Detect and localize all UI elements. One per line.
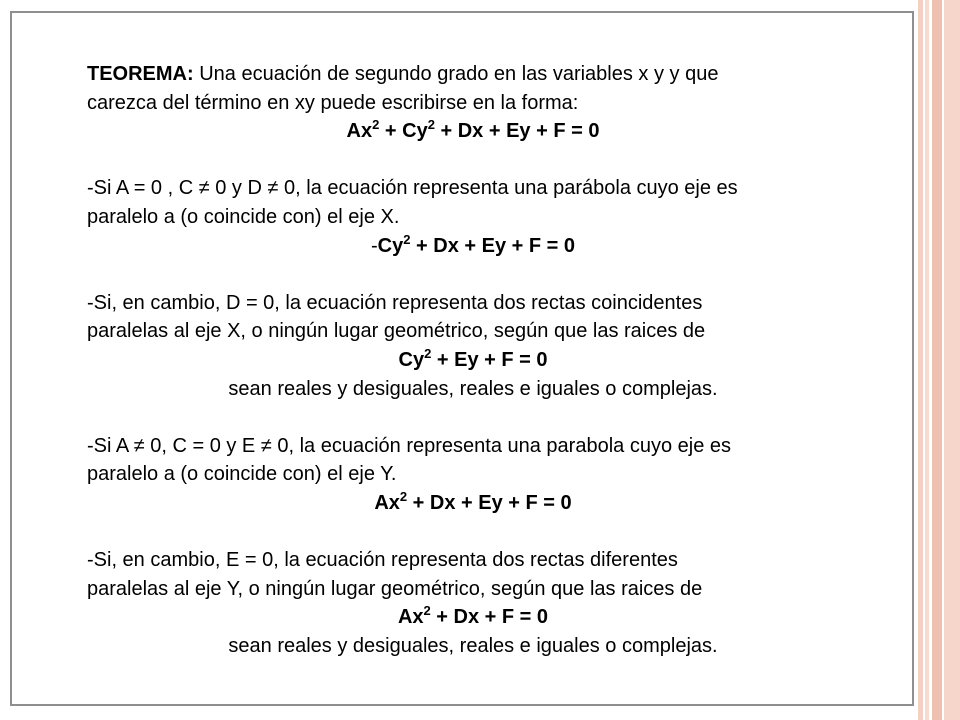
case-1-line-1: -Si A = 0 , C ≠ 0 y D ≠ 0, la ecuación representa una parábola cuyo eje es [87,177,738,200]
general-equation-part-c: + Dx + Ey + F = 0 [434,120,600,143]
case-4-equation-part-a: Ax [397,606,424,629]
case-2-equation [87,346,859,375]
case-4-line-2: paralelas al eje Y, o ningún lugar geométrico, según que las raices de [87,577,703,600]
decorative-stripe-4 [944,0,960,720]
case-3-line-1: -Si A ≠ 0, C = 0 y E ≠ 0, la ecuación representa una parabola cuyo eje es [87,434,732,457]
case-4-equation-part-b: + Dx + F = 0 [430,606,549,629]
theorem-line-2: carezca del término en xy puede escribirse en la forma: [87,91,579,114]
case-2-line-1: -Si, en cambio, D = 0, la ecuación representa dos rectas coincidentes [87,291,703,314]
case-1-equation-exponent: 2 [403,231,411,247]
case-4-equation-exponent: 2 [423,603,431,619]
decorative-stripe-3 [932,0,942,720]
slide-content [87,60,859,660]
case-1-equation-prefix: - [370,234,378,257]
case-1-text [87,174,859,231]
general-equation-exponent-2: 2 [427,117,435,133]
case-3-equation-part-a: Ax [374,491,400,514]
general-equation [87,117,859,146]
case-1-equation [87,232,859,261]
case-3-equation-exponent: 2 [399,488,408,504]
case-1-equation-part-b: + Dx + Ey + F = 0 [410,234,576,257]
case-1-line-2: paralelo a (o coincide con) el eje X. [87,205,400,228]
case-2-conclusion: sean reales y desiguales, reales e iguales o complejas. [228,377,718,400]
case-2-equation-part-b: + Ey + F = 0 [431,348,548,371]
case-2-equation-exponent: 2 [424,345,432,361]
theorem-label: TEOREMA: [87,63,194,85]
spacer [87,403,859,432]
decorative-stripe-1 [918,0,923,720]
spacer [87,518,859,547]
case-2-text [87,289,859,346]
theorem-statement [87,60,859,117]
case-3-equation-part-b: + Dx + Ey + F = 0 [407,491,572,514]
case-3-equation [87,489,859,518]
general-equation-exponent-1: 2 [372,117,380,133]
case-2-equation-part-a: Cy [398,348,425,371]
theorem-line-1 [87,60,859,89]
case-4-text [87,546,859,603]
general-equation-part-b: + Cy [379,120,428,143]
case-1-equation-part-a: Cy [377,234,404,257]
case-2-line-2: paralelas al eje X, o ningún lugar geométrico, según que las raices de [87,320,706,343]
decorative-stripe-2 [925,0,929,720]
case-3-line-2: paralelo a (o coincide con) el eje Y. [87,463,397,486]
spacer [87,260,859,289]
general-equation-part-a: Ax [346,120,373,143]
theorem-line-1-text: Una ecuación de segundo grado en las variables x y y que [199,63,719,85]
case-4-conclusion: sean reales y desiguales, reales e iguales o complejas. [228,634,718,657]
case-4-line-1: -Si, en cambio, E = 0, la ecuación representa dos rectas diferentes [87,549,678,572]
case-3-text [87,432,859,489]
spacer [87,146,859,175]
case-4-equation [87,603,859,632]
